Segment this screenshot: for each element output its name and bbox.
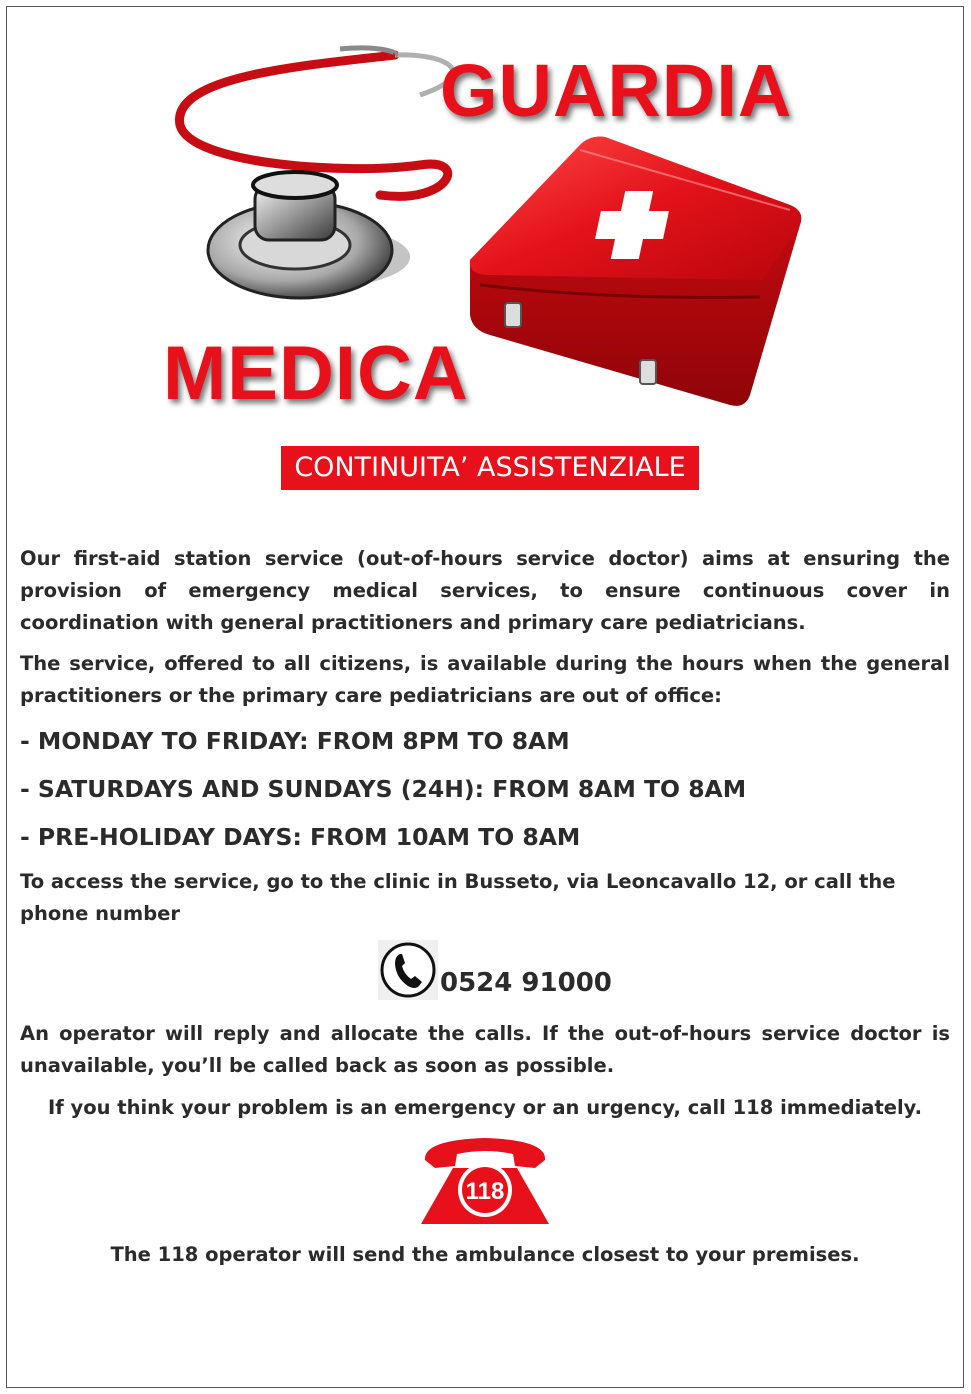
title-guardia: GUARDIA <box>440 49 793 132</box>
operator-paragraph: An operator will reply and allocate the calls. If the out-of-hours service doctor is unavailable, you’ll be called back as soon as possible. <box>20 1022 950 1077</box>
stethoscope-icon <box>179 48 452 298</box>
phone-number[interactable]: 0524 91000 <box>440 968 612 998</box>
subtitle-banner: CONTINUITA’ ASSISTENZIALE <box>281 446 699 490</box>
ambulance-paragraph: The 118 operator will send the ambulance closest to your premises. <box>110 1243 860 1266</box>
emergency-number: 118 <box>465 1178 505 1205</box>
intro-paragraph: Our first-aid station service (out-of-hours service doctor) aims at ensuring the provision of emergency medical services, to ensure continuous cover in coordination with general practitioners and primary care pediatricians. <box>20 547 950 634</box>
hours-weekdays: - MONDAY TO FRIDAY: FROM 8PM TO 8AM <box>20 727 570 755</box>
phone-contact <box>378 938 612 1000</box>
red-telephone-icon[interactable] <box>415 1132 555 1228</box>
hours-weekends: - SATURDAYS AND SUNDAYS (24H): FROM 8AM TO 8AM <box>20 775 747 803</box>
title-medica: MEDICA <box>163 331 469 416</box>
hours-pre-holiday: - PRE-HOLIDAY DAYS: FROM 10AM TO 8AM <box>20 823 581 851</box>
handset-icon <box>378 940 438 1000</box>
hours-list <box>20 717 950 861</box>
access-paragraph: To access the service, go to the clinic in Busseto, via Leoncavallo 12, or call the phone number <box>20 870 896 925</box>
emergency-paragraph: If you think your problem is an emergency or an urgency, call 118 immediately. <box>47 1096 923 1119</box>
first-aid-kit-icon <box>470 137 801 406</box>
availability-paragraph: The service, offered to all citizens, is available during the hours when the general practitioners or the primary care pediatricians are out of office: <box>20 652 950 707</box>
